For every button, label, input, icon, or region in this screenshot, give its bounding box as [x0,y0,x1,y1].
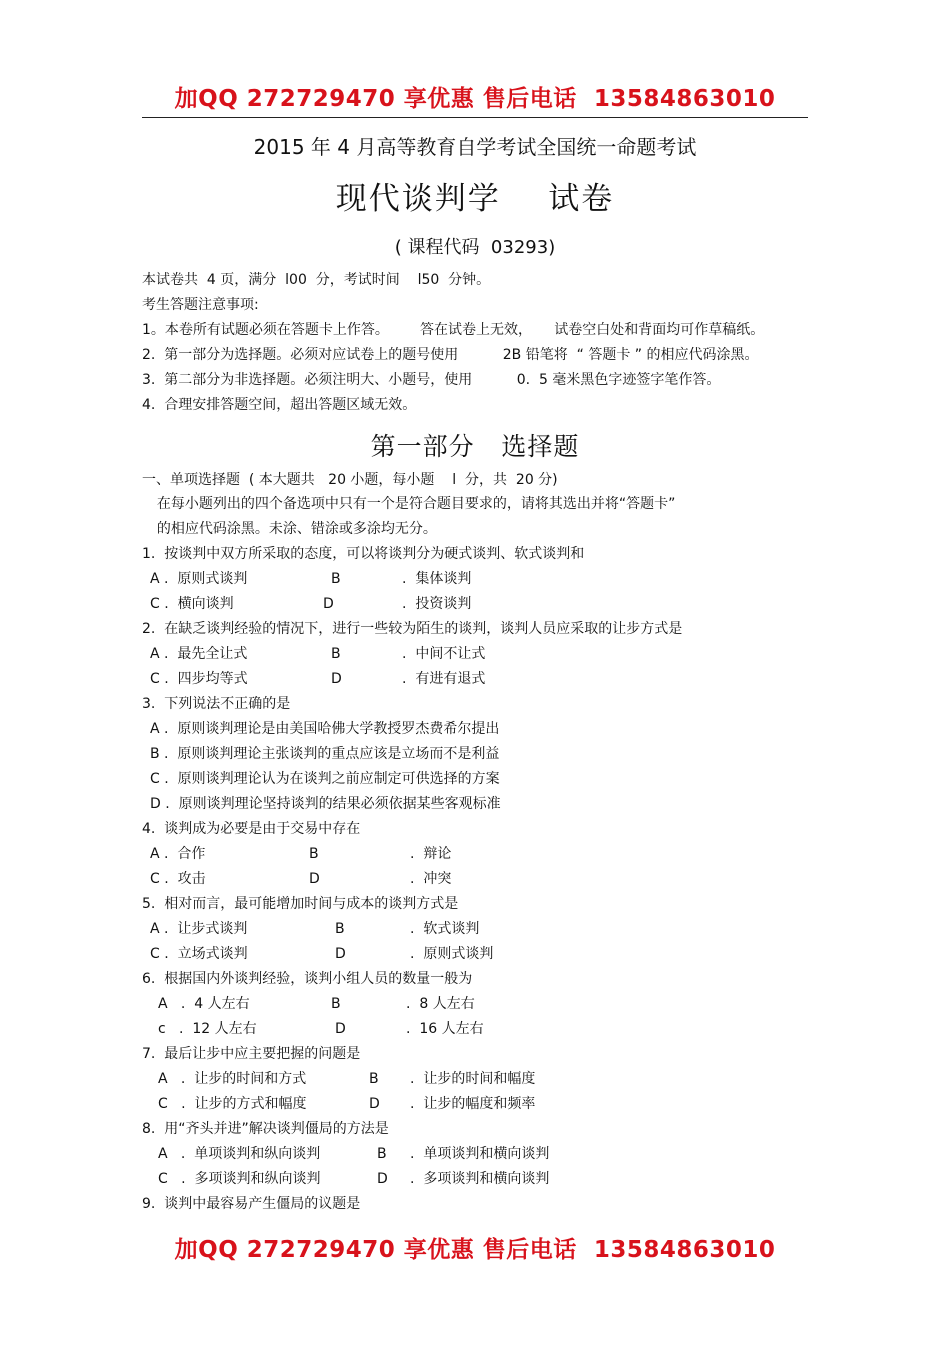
option-b: . 单项谈判和横向谈判 [410,1146,550,1162]
option-d-letter: D [377,1171,388,1187]
question-stem: 5. 相对而言，最可能增加时间与成本的谈判方式是 [142,896,459,912]
note-item: 1。本卷所有试题必须在答题卡上作答。 答在试卷上无效， 试卷空白处和背面均可作草稿纸。 [142,322,765,338]
question-stem: 3. 下列说法不正确的是 [142,696,291,712]
part-one-title: 第一部分 选择题 [370,432,580,461]
option-c: C . 原则谈判理论认为在谈判之前应制定可供选择的方案 [150,771,500,787]
question-stem: 6. 根据国内外谈判经验，谈判小组人员的数量一般为 [142,971,473,987]
option-d-letter: D [369,1096,380,1112]
option-c: c . 12 人左右 [158,1021,257,1037]
option-b: . 软式谈判 [410,921,480,937]
promo-banner-bottom: 加QQ 272729470 享优惠 售后电话 13584863010 [174,1237,776,1263]
option-a: A . 4 人左右 [158,996,250,1012]
option-b-letter: B [369,1071,379,1087]
option-b: . 8 人左右 [406,996,475,1012]
option-d-letter: D [323,596,334,612]
note-item: 3. 第二部分为非选择题。必须注明大、小题号，使用 0. 5 毫米黑色字迹签字笔作答。 [142,372,721,388]
question-stem: 1. 按谈判中双方所采取的态度，可以将谈判分为硬式谈判、软式谈判和 [142,546,585,562]
header-divider [142,117,808,118]
option-a: A . 合作 [150,846,206,862]
question-stem: 4. 谈判成为必要是由于交易中存在 [142,821,361,837]
option-d-letter: D [335,946,346,962]
section-instruction: 的相应代码涂黑。未涂、错涂或多涂均无分。 [148,521,437,537]
option-a: A . 原则谈判理论是由美国哈佛大学教授罗杰费希尔提出 [150,721,500,737]
course-code: ( 课程代码 03293) [394,237,556,258]
option-d: . 冲突 [410,871,452,887]
option-b-letter: B [309,846,319,862]
exam-title: 2015 年 4 月高等教育自学考试全国统一命题考试 [253,135,697,159]
section-heading: 一、单项选择题 ( 本大题共 20 小题，每小题 l 分，共 20 分) [142,472,558,488]
option-a: A . 让步式谈判 [150,921,248,937]
option-b-letter: B [331,646,341,662]
section-instruction: 在每小题列出的四个备选项中只有一个是符合题目要求的，请将其选出并将“答题卡” [148,496,676,512]
promo-banner-top: 加QQ 272729470 享优惠 售后电话 13584863010 [174,86,776,112]
option-b: B . 原则谈判理论主张谈判的重点应该是立场而不是利益 [150,746,500,762]
option-b: . 集体谈判 [402,571,472,587]
exam-info: 本试卷共 4 页，满分 l00 分，考试时间 l50 分钟。 [142,272,491,288]
option-b: . 让步的时间和幅度 [410,1071,536,1087]
paper-title: 现代谈判学 试卷 [335,181,615,217]
option-b: . 中间不让式 [402,646,486,662]
option-d-letter: D [335,1021,346,1037]
option-d: . 原则式谈判 [410,946,494,962]
option-a: A . 单项谈判和纵向谈判 [158,1146,321,1162]
option-d-letter: D [331,671,342,687]
note-item: 4. 合理安排答题空间，超出答题区域无效。 [142,397,417,413]
notes-heading: 考生答题注意事项: [142,297,259,313]
option-b-letter: B [331,996,341,1012]
option-d-letter: D [309,871,320,887]
question-stem: 9. 谈判中最容易产生僵局的议题是 [142,1196,361,1212]
option-d: . 让步的幅度和频率 [410,1096,536,1112]
option-c: C . 四步均等式 [150,671,248,687]
option-a: A . 让步的时间和方式 [158,1071,307,1087]
option-b: . 辩论 [410,846,452,862]
option-c: C . 让步的方式和幅度 [158,1096,307,1112]
option-a: A . 原则式谈判 [150,571,248,587]
option-d: . 有进有退式 [402,671,486,687]
question-stem: 8. 用“齐头并进”解决谈判僵局的方法是 [142,1121,389,1137]
option-d: . 多项谈判和横向谈判 [410,1171,550,1187]
option-d: D . 原则谈判理论坚持谈判的结果必须依据某些客观标准 [150,796,501,812]
option-b-letter: B [335,921,345,937]
option-c: C . 攻击 [150,871,206,887]
option-c: C . 立场式谈判 [150,946,248,962]
note-item: 2. 第一部分为选择题。必须对应试卷上的题号使用 2B 铅笔将 “ 答题卡 ” 的相应代码涂黑。 [142,347,759,363]
option-b-letter: B [377,1146,387,1162]
question-stem: 7. 最后让步中应主要把握的问题是 [142,1046,361,1062]
option-c: C . 横向谈判 [150,596,234,612]
option-d: . 投资谈判 [402,596,472,612]
option-b-letter: B [331,571,341,587]
option-d: . 16 人左右 [406,1021,484,1037]
question-stem: 2. 在缺乏谈判经验的情况下，进行一些较为陌生的谈判，谈判人员应采取的让步方式是 [142,621,683,637]
option-c: C . 多项谈判和纵向谈判 [158,1171,321,1187]
option-a: A . 最先全让式 [150,646,248,662]
